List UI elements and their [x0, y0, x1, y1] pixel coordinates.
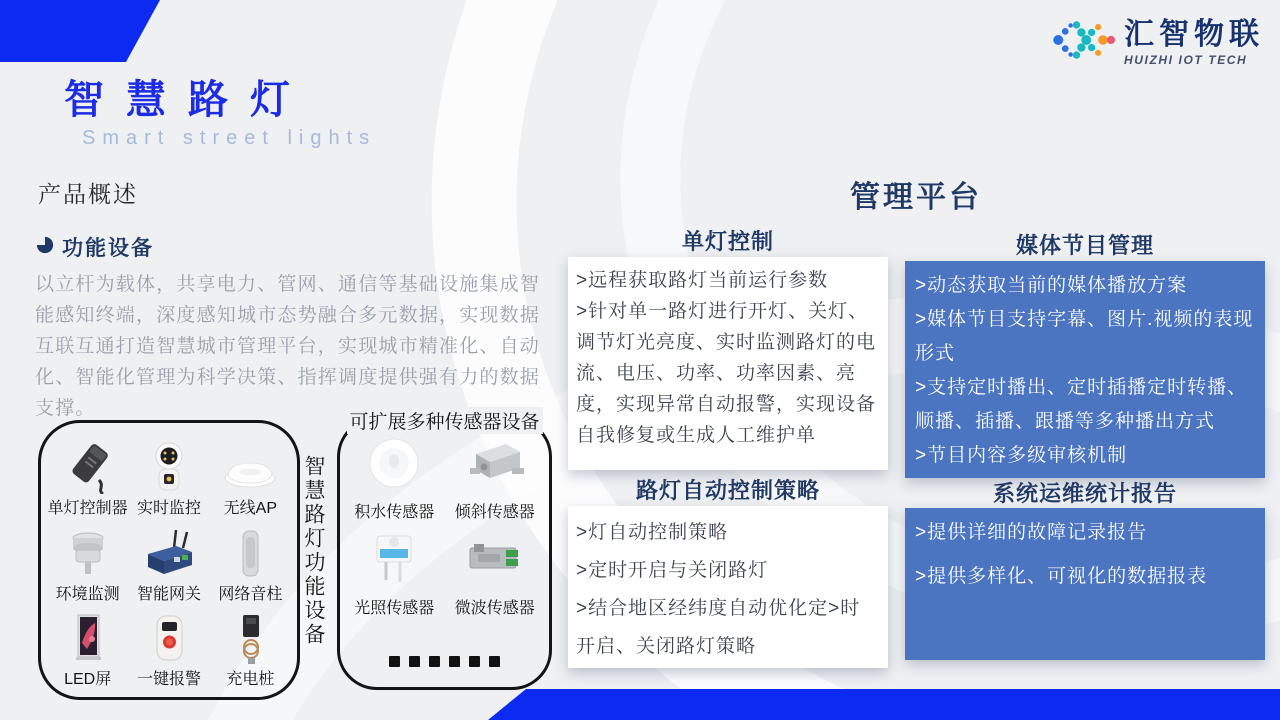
- bottom-right-accent-bar: [488, 689, 1280, 720]
- sensor-item: 微波传感器: [445, 530, 546, 618]
- sensor-item: 积水传感器: [344, 434, 445, 522]
- panel-header-single-light-control: 单灯控制: [681, 229, 774, 254]
- water-sensor-icon: [361, 434, 427, 497]
- panel-header-ops-report: 系统运维统计报告: [992, 481, 1177, 506]
- sensor-item: 倾斜传感器: [445, 434, 546, 522]
- bullet-line: >提供多样化、可视化的数据报表: [915, 566, 1208, 587]
- logo-tagline: HUIZHI IOT TECH: [1124, 52, 1248, 67]
- bullet-line: >针对单一路灯进行开灯、关灯、调节灯光亮度、实时监测路灯的电流、电压、功率、功率因素、亮度，实现异常自动报警，实现设备自我修复或生成人工维护单: [576, 301, 877, 446]
- device-item: 实时监控: [128, 433, 209, 518]
- logo-network-icon: [1050, 12, 1116, 73]
- page-title: 智慧路灯: [64, 78, 312, 122]
- overview-paragraph: 以立杆为载体，共享电力、管网、通信等基础设施集成智能感知终端，深度感知城市态势融合多元数据，实现数据互联互通打造智慧城市管理平台，实现城市精准化、自动化、智能化管理为科学决策、指挥调度提供强有力的数据支撑。: [35, 274, 541, 419]
- bullet-line: >动态获取当前的媒体播放方案: [915, 275, 1188, 296]
- panel-ops-report: [905, 508, 1265, 660]
- platform-title: 管理平台: [850, 181, 982, 214]
- panic-alarm-icon: [140, 613, 198, 665]
- light-sensor-icon: [361, 530, 427, 593]
- device-box-side-label: 智慧路灯功能设备: [302, 455, 325, 647]
- page-subtitle: Smart street lights: [82, 127, 377, 149]
- bullet-line: >灯自动控制策略: [576, 522, 729, 543]
- device-item: 一键报警: [128, 604, 209, 689]
- environment-monitor-icon: [59, 528, 117, 580]
- smart-pole-device-box: [38, 420, 300, 700]
- cctv-camera-icon: [140, 442, 198, 494]
- device-item: 无线AP: [210, 433, 291, 518]
- network-speaker-icon: [221, 528, 279, 580]
- device-item: 环境监测: [47, 518, 128, 603]
- led-screen-icon: [59, 613, 117, 665]
- panel-header-media-program: 媒体节目管理: [1015, 233, 1154, 258]
- overview-subheading: 功能设备: [62, 237, 154, 260]
- microwave-sensor-icon: [462, 530, 528, 593]
- device-item: 充电桩: [210, 604, 291, 689]
- panel-header-auto-control-strategy: 路灯自动控制策略: [635, 478, 820, 503]
- bullet-line: >媒体节目支持字幕、图片.视频的表现形式: [915, 309, 1254, 364]
- lamp-controller-icon: [59, 442, 117, 494]
- smart-gateway-icon: [140, 528, 198, 580]
- device-item: 网络音柱: [210, 518, 291, 603]
- bullet-line: >结合地区经纬度自动优化定>时开启、关闭路灯策略: [576, 598, 861, 657]
- device-item: LED屏: [47, 604, 128, 689]
- wireless-ap-icon: [221, 442, 279, 494]
- expandable-sensor-box: [337, 412, 552, 690]
- overview-heading: 产品概述: [38, 181, 138, 207]
- device-item: 单灯控制器: [47, 433, 128, 518]
- sensor-box-title: 可扩展多种传感器设备: [346, 407, 542, 434]
- panel-single-light-control: [568, 257, 888, 470]
- charging-pile-icon: [221, 613, 279, 665]
- logo-company-name: 汇智物联: [1124, 17, 1264, 51]
- company-logo: [1050, 12, 1264, 73]
- more-sensors-dots: [340, 656, 549, 667]
- panel-auto-control-strategy: [568, 506, 888, 668]
- bullet-line: >支持定时播出、定时插播定时转播、顺播、插播、跟播等多种播出方式: [915, 377, 1248, 432]
- bullet-line: >提供详细的故障记录报告: [915, 522, 1148, 543]
- top-left-accent-shape: [0, 0, 160, 62]
- device-item: 智能网关: [128, 518, 209, 603]
- bullet-line: >节目内容多级审核机制: [915, 445, 1128, 466]
- tilt-sensor-icon: [462, 434, 528, 497]
- panel-media-program: [905, 261, 1265, 478]
- pie-bullet-icon: [36, 236, 54, 259]
- sensor-item: 光照传感器: [344, 530, 445, 618]
- overview-subheading-row: [36, 232, 154, 262]
- bullet-line: >定时开启与关闭路灯: [576, 560, 769, 581]
- bullet-line: >远程获取路灯当前运行参数: [576, 270, 829, 291]
